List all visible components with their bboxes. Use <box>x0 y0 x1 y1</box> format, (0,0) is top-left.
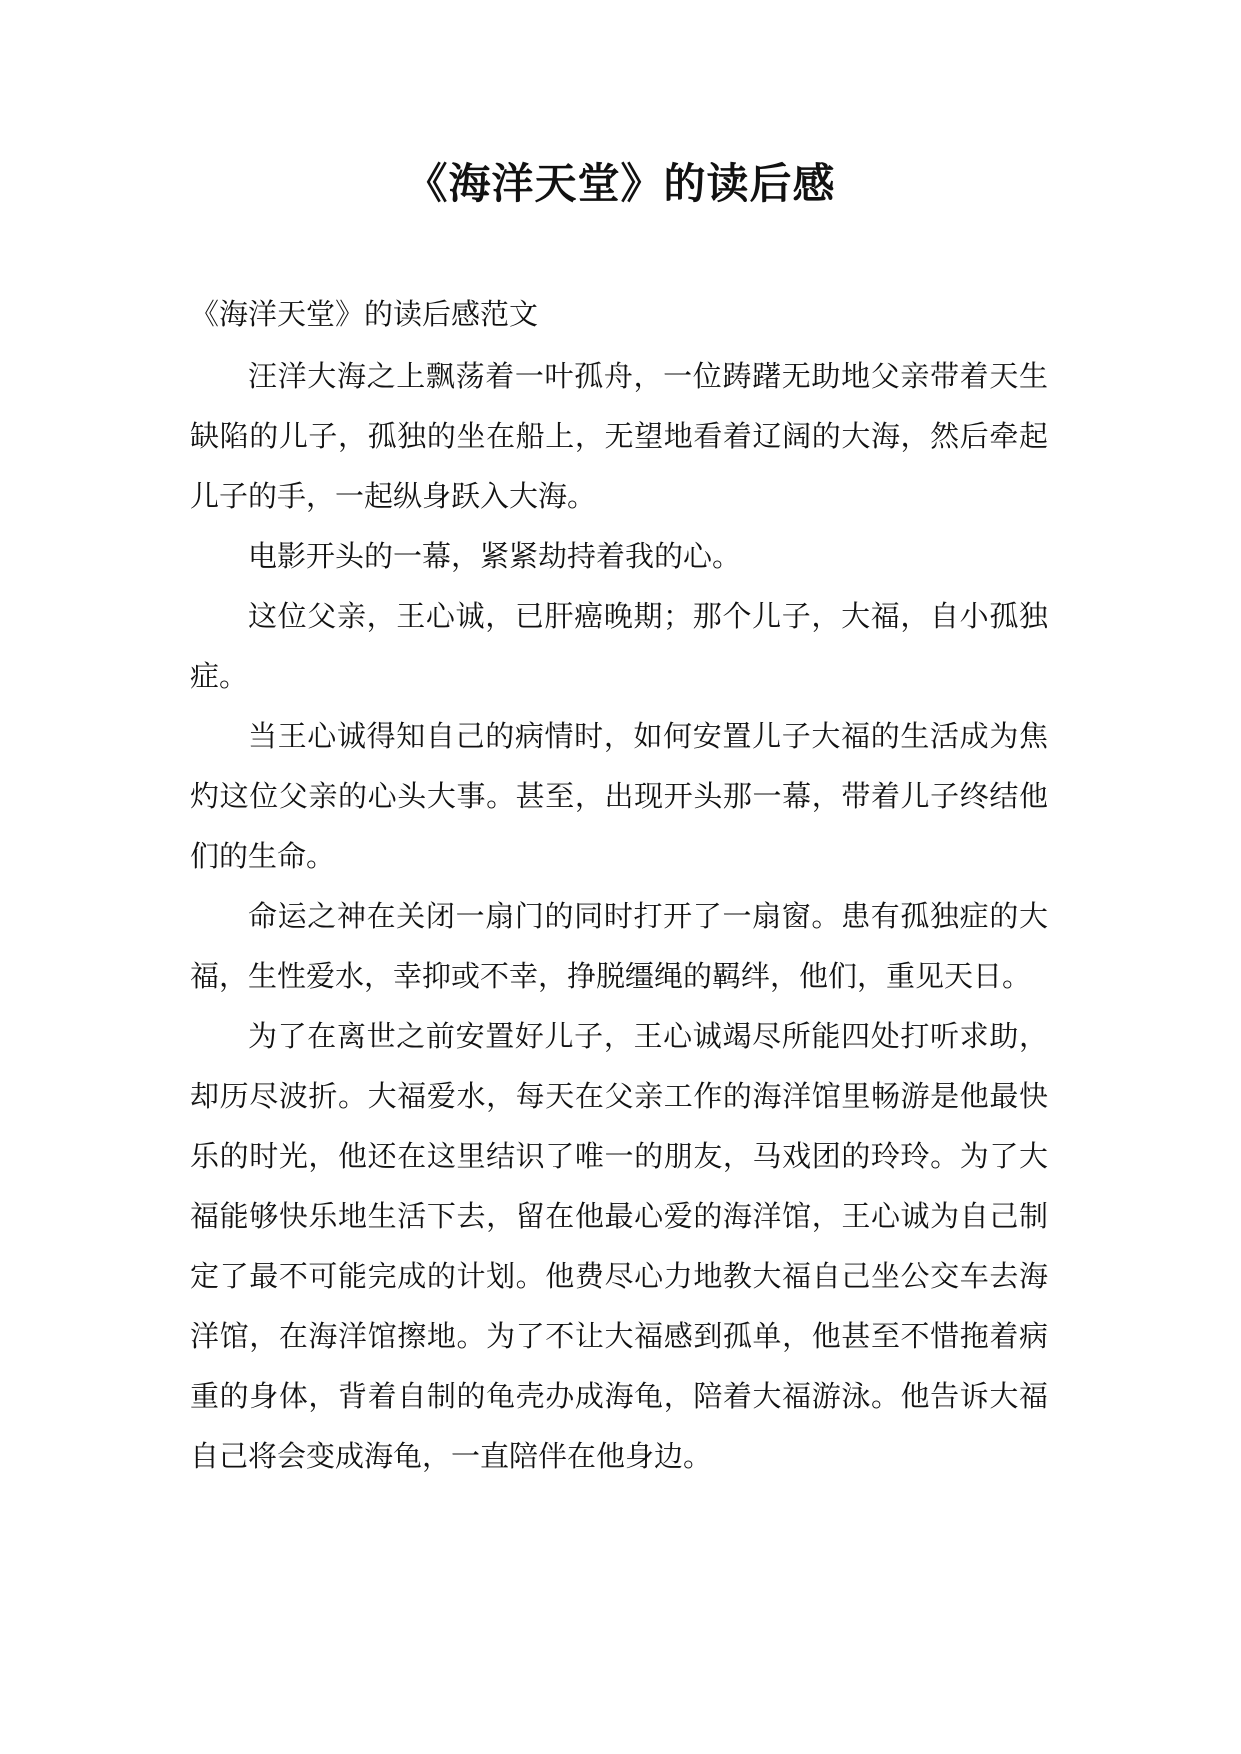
document-body <box>190 346 1048 1486</box>
paragraph: 当王心诚得知自己的病情时，如何安置儿子大福的生活成为焦灼这位父亲的心头大事。甚至，出现开头那一幕，带着儿子终结他们的生命。 <box>190 719 1048 873</box>
paragraph: 这位父亲，王心诚，已肝癌晚期；那个儿子，大福，自小孤独症。 <box>190 599 1048 693</box>
paragraph: 命运之神在关闭一扇门的同时打开了一扇窗。患有孤独症的大福，生性爱水，幸抑或不幸，挣脱缰绳的羁绊，他们，重见天日。 <box>190 899 1048 993</box>
paragraph: 汪洋大海之上飘荡着一叶孤舟，一位踌躇无助地父亲带着天生缺陷的儿子，孤独的坐在船上，无望地看着辽阔的大海，然后牵起儿子的手，一起纵身跃入大海。 <box>190 359 1048 513</box>
document-subtitle: 《海洋天堂》的读后感范文 <box>190 297 539 331</box>
document-title: 《海洋天堂》的读后感 <box>405 159 836 208</box>
paragraph: 为了在离世之前安置好儿子，王心诚竭尽所能四处打听求助，却历尽波折。大福爱水，每天在父亲工作的海洋馆里畅游是他最快乐的时光，他还在这里结识了唯一的朋友，马戏团的玲玲。为了大福能够快乐地生活下去，留在他最心爱的海洋馆，王心诚为自己制定了最不可能完成的计划。他费尽心力地教大福自己坐公交车去海洋馆，在海洋馆擦地。为了不让大福感到孤单，他甚至不惜拖着病重的身体，背着自制的龟壳办成海龟，陪着大福游泳。他告诉大福自己将会变成海龟，一直陪伴在他身边。 <box>190 1019 1048 1473</box>
paragraph: 电影开头的一幕，紧紧劫持着我的心。 <box>248 539 742 573</box>
